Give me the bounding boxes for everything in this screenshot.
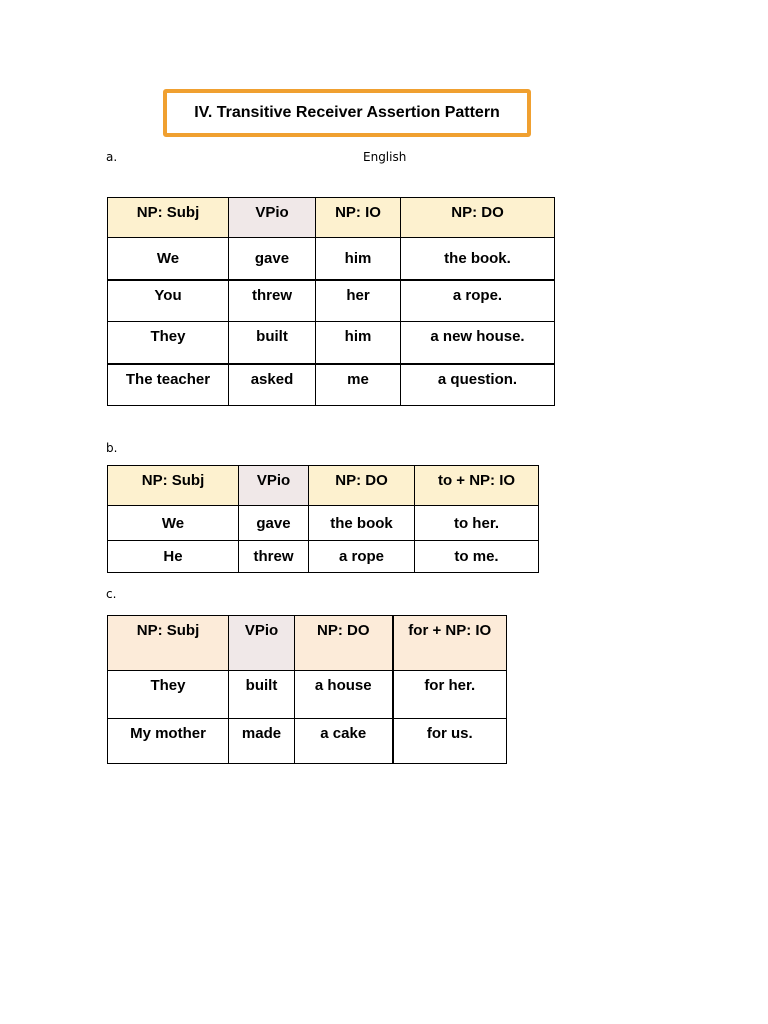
table-row xyxy=(108,506,539,541)
table-cell: My mother xyxy=(108,719,229,764)
table-cell: made xyxy=(229,719,295,764)
header-np-io: NP: IO xyxy=(316,198,401,238)
section-c-label: c. xyxy=(106,587,117,601)
table-cell: He xyxy=(108,541,239,573)
table-cell: They xyxy=(108,322,229,364)
pattern-table-a xyxy=(107,197,555,406)
table-row xyxy=(108,541,539,573)
header-np-do: NP: DO xyxy=(295,616,393,671)
table-cell: You xyxy=(108,280,229,322)
table-cell: built xyxy=(229,322,316,364)
table-cell: a rope xyxy=(309,541,415,573)
table-cell: a rope. xyxy=(401,280,555,322)
table-cell: a cake xyxy=(295,719,393,764)
header-np-subj: NP: Subj xyxy=(108,466,239,506)
table-cell: a house xyxy=(295,671,393,719)
pattern-table-c xyxy=(107,615,507,764)
header-vpio: VPio xyxy=(229,198,316,238)
table-cell: the book xyxy=(309,506,415,541)
header-np-subj: NP: Subj xyxy=(108,616,229,671)
table-cell: threw xyxy=(239,541,309,573)
header-np-do: NP: DO xyxy=(401,198,555,238)
table-row xyxy=(108,719,507,764)
table-header-row xyxy=(108,616,507,671)
header-vpio: VPio xyxy=(239,466,309,506)
header-np-do: NP: DO xyxy=(309,466,415,506)
header-vpio: VPio xyxy=(229,616,295,671)
table-row xyxy=(108,322,555,364)
table-cell: asked xyxy=(229,364,316,406)
page-title-text: IV. Transitive Receiver Assertion Pattern xyxy=(194,104,500,121)
section-a-label: a. xyxy=(106,150,118,164)
table-cell: for us. xyxy=(393,719,507,764)
header-np-subj: NP: Subj xyxy=(108,198,229,238)
table-cell: a new house. xyxy=(401,322,555,364)
table-cell: him xyxy=(316,238,401,280)
table-cell: to her. xyxy=(415,506,539,541)
table-cell: gave xyxy=(229,238,316,280)
table-cell: We xyxy=(108,238,229,280)
table-row xyxy=(108,280,555,322)
table-cell: The teacher xyxy=(108,364,229,406)
header-to-np-io: to + NP: IO xyxy=(415,466,539,506)
table-cell: They xyxy=(108,671,229,719)
table-cell: him xyxy=(316,322,401,364)
table-cell: threw xyxy=(229,280,316,322)
table-header-row xyxy=(108,466,539,506)
language-subtitle: English xyxy=(363,150,407,164)
section-b-label: b. xyxy=(106,441,118,455)
table-cell: gave xyxy=(239,506,309,541)
table-cell: the book. xyxy=(401,238,555,280)
table-cell: to me. xyxy=(415,541,539,573)
table-cell: a question. xyxy=(401,364,555,406)
table-cell: We xyxy=(108,506,239,541)
pattern-table-b xyxy=(107,465,539,573)
table-cell: me xyxy=(316,364,401,406)
table-cell: built xyxy=(229,671,295,719)
header-for-np-io: for + NP: IO xyxy=(393,616,507,671)
table-row xyxy=(108,671,507,719)
page-title xyxy=(163,89,531,137)
table-row xyxy=(108,364,555,406)
table-cell: for her. xyxy=(393,671,507,719)
table-row xyxy=(108,238,555,280)
table-cell: her xyxy=(316,280,401,322)
table-header-row xyxy=(108,198,555,238)
